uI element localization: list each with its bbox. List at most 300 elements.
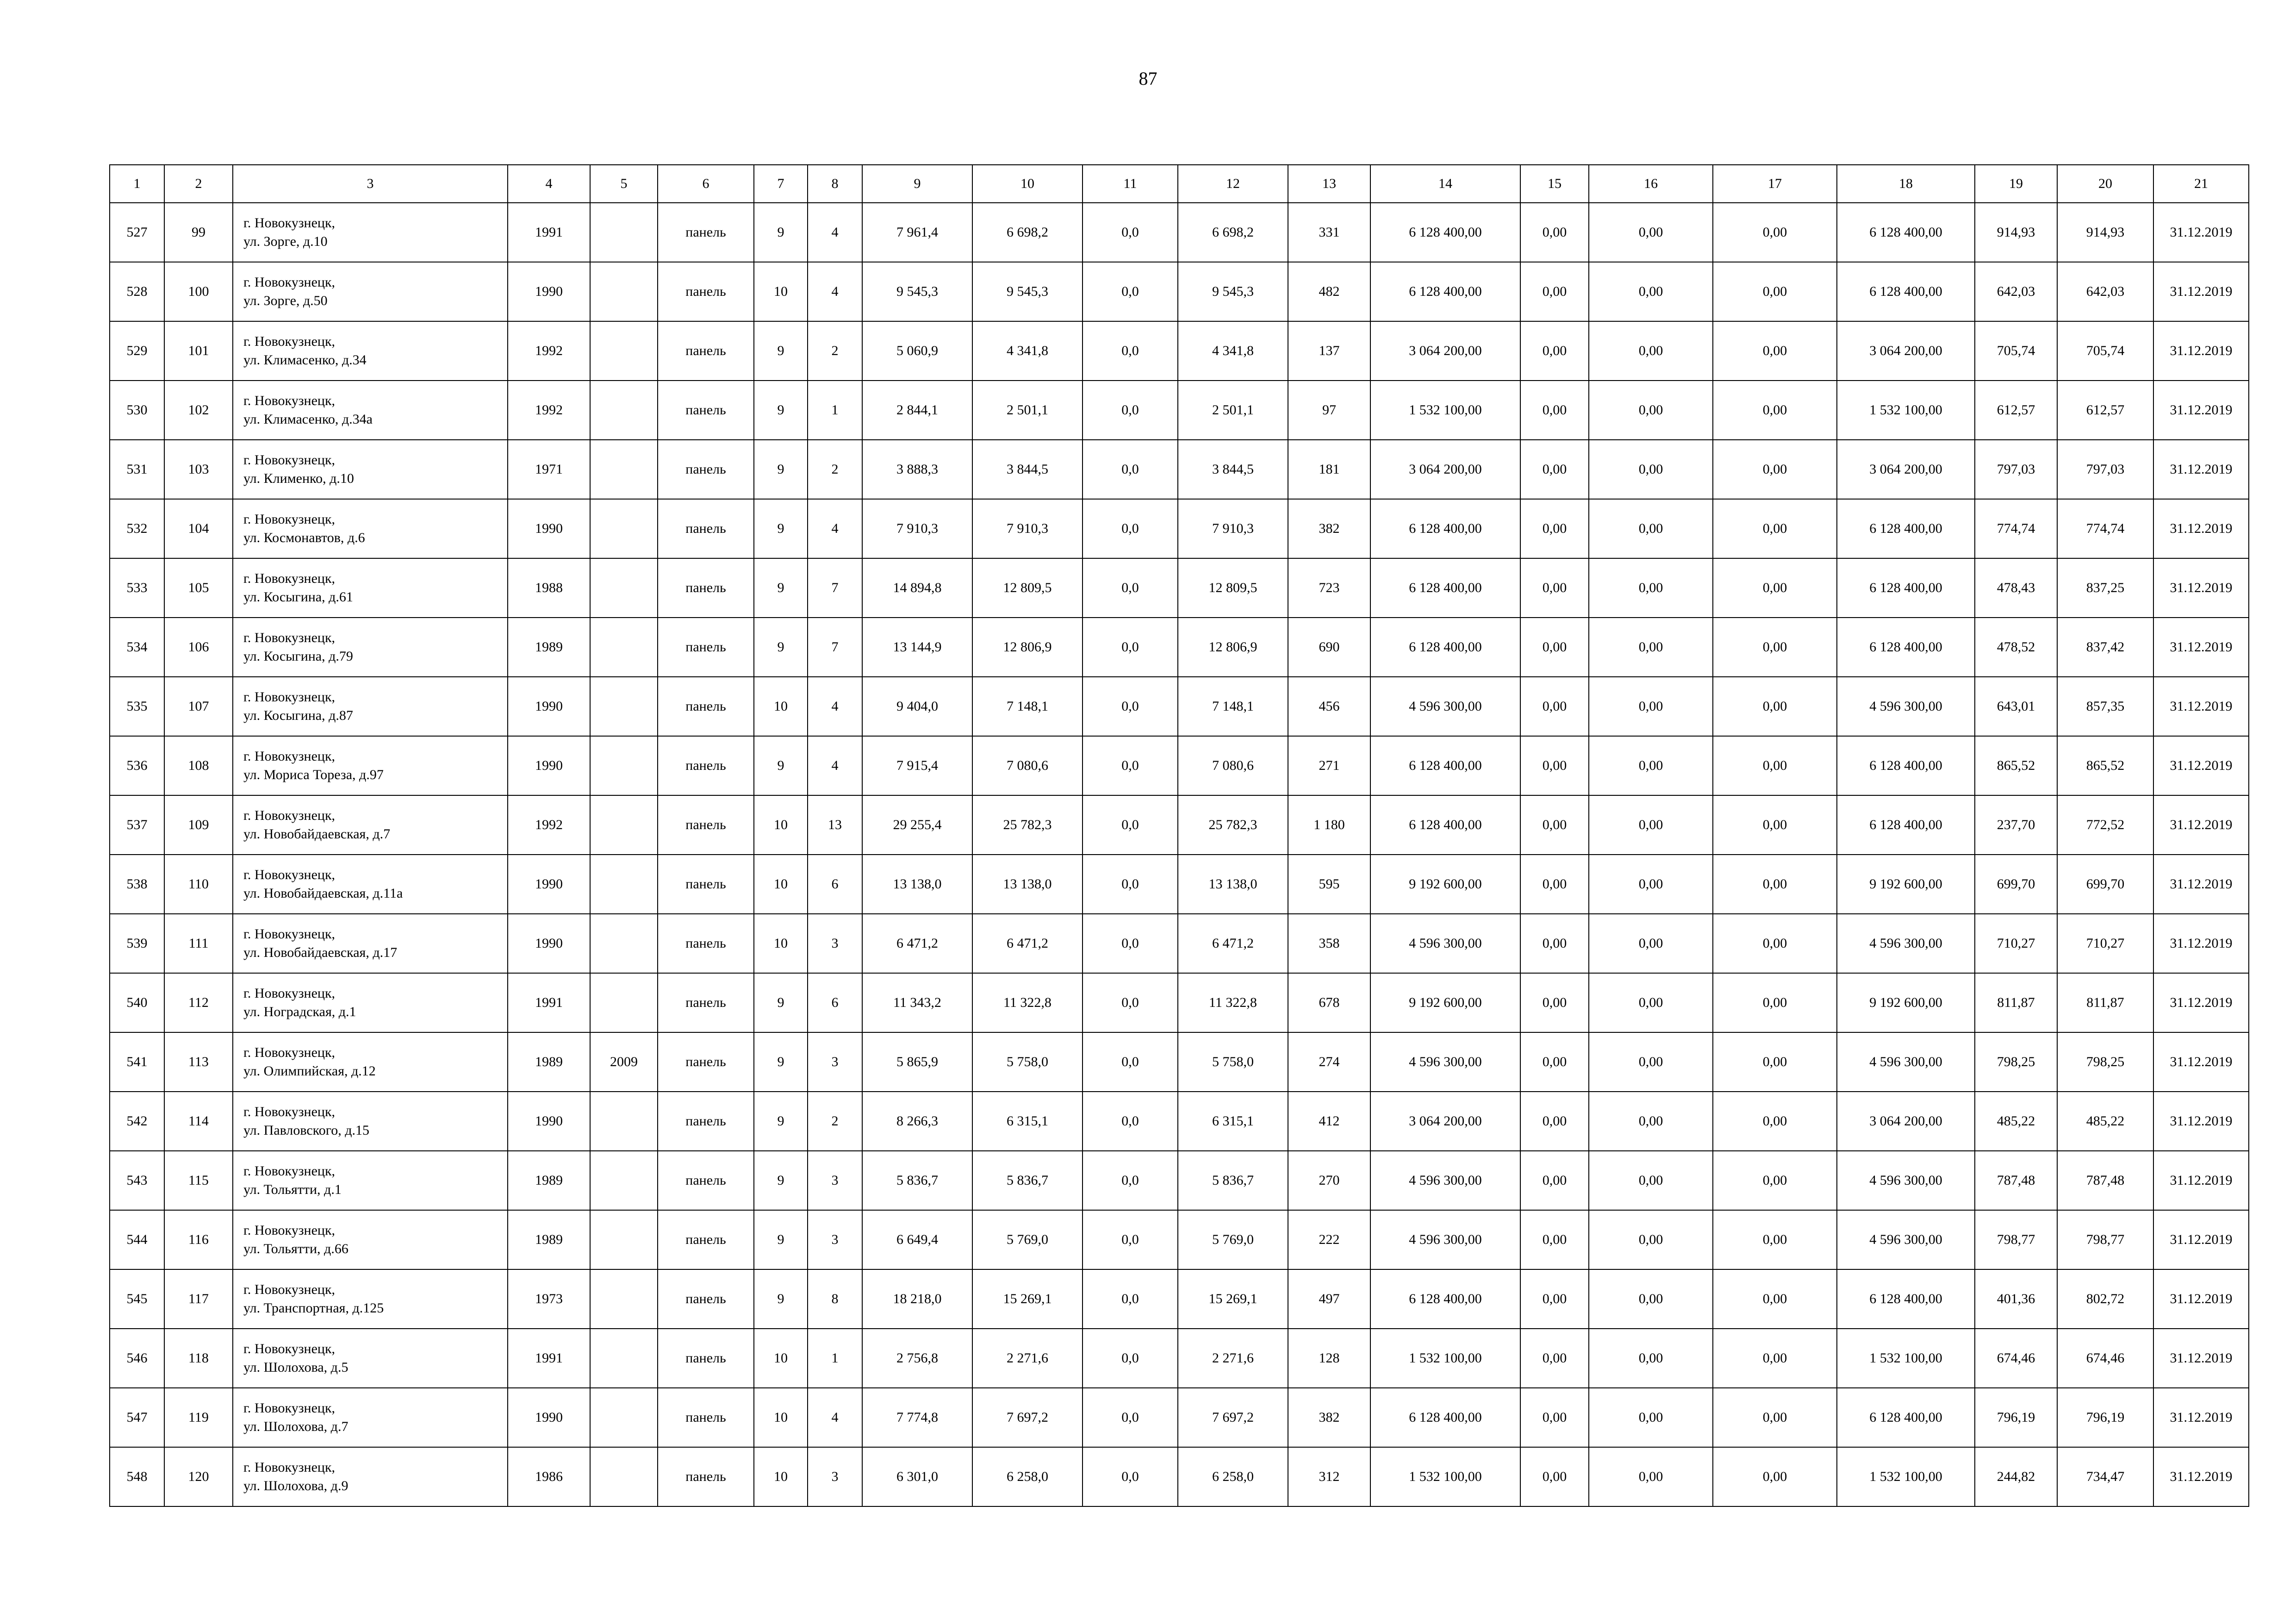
area-cell: 6 258,0	[1178, 1447, 1288, 1506]
budget-cost-cell: 0,00	[1589, 1388, 1713, 1447]
wall-material-cell: панель	[658, 499, 754, 558]
total-cost-cell: 6 128 400,00	[1370, 262, 1520, 321]
area-cell: 15 269,1	[1178, 1269, 1288, 1329]
other-cost-cell: 6 128 400,00	[1837, 1388, 1975, 1447]
owner-cost-cell: 0,00	[1713, 1032, 1837, 1092]
fund-cost-cell: 0,00	[1520, 262, 1589, 321]
floors-cell: 10	[754, 1329, 808, 1388]
max-unit-cost-cell: 798,77	[2057, 1210, 2153, 1269]
residential-area-cell: 2 271,6	[972, 1329, 1083, 1388]
budget-cost-cell: 0,00	[1589, 440, 1713, 499]
nonresidential-area-cell: 0,0	[1083, 558, 1178, 618]
local-number-cell: 117	[164, 1269, 233, 1329]
column-number-header: 1	[110, 165, 164, 203]
residential-area-cell: 7 148,1	[972, 677, 1083, 736]
residential-area-cell: 7 697,2	[972, 1388, 1083, 1447]
table-row	[110, 1329, 2249, 1388]
unit-cost-cell: 798,77	[1975, 1210, 2057, 1269]
floors-cell: 9	[754, 736, 808, 795]
floors-cell: 9	[754, 1092, 808, 1151]
address-city: г. Новокузнецк,	[243, 1400, 336, 1416]
row-number-cell: 547	[110, 1388, 164, 1447]
other-cost-cell: 4 596 300,00	[1837, 677, 1975, 736]
owner-cost-cell: 0,00	[1713, 1447, 1837, 1506]
residents-cell: 412	[1288, 1092, 1370, 1151]
address-street: ул. Новобайдаевская, д.17	[243, 945, 398, 960]
table-row	[110, 203, 2249, 262]
total-area-cell: 7 915,4	[862, 736, 972, 795]
local-number-cell: 102	[164, 381, 233, 440]
owner-cost-cell: 0,00	[1713, 914, 1837, 973]
residential-area-cell: 12 809,5	[972, 558, 1083, 618]
entrances-cell: 3	[808, 1210, 862, 1269]
total-cost-cell: 1 532 100,00	[1370, 1329, 1520, 1388]
budget-cost-cell: 0,00	[1589, 1329, 1713, 1388]
total-cost-cell: 4 596 300,00	[1370, 914, 1520, 973]
total-area-cell: 2 844,1	[862, 381, 972, 440]
unit-cost-cell: 237,70	[1975, 795, 2057, 855]
wall-material-cell: панель	[658, 855, 754, 914]
address-cell	[233, 262, 508, 321]
completion-date-cell: 31.12.2019	[2153, 1151, 2249, 1210]
table-row	[110, 1388, 2249, 1447]
unit-cost-cell: 478,52	[1975, 618, 2057, 677]
address-street: ул. Олимпийская, д.12	[243, 1063, 376, 1079]
owner-cost-cell: 0,00	[1713, 618, 1837, 677]
floors-cell: 9	[754, 321, 808, 381]
table-row	[110, 321, 2249, 381]
owner-cost-cell: 0,00	[1713, 795, 1837, 855]
area-cell: 5 836,7	[1178, 1151, 1288, 1210]
address-street: ул. Тольятти, д.1	[243, 1182, 342, 1197]
wall-material-cell: панель	[658, 1210, 754, 1269]
address-cell	[233, 558, 508, 618]
year-built-cell: 1990	[508, 262, 590, 321]
max-unit-cost-cell: 705,74	[2057, 321, 2153, 381]
budget-cost-cell: 0,00	[1589, 855, 1713, 914]
other-cost-cell: 1 532 100,00	[1837, 381, 1975, 440]
other-cost-cell: 1 532 100,00	[1837, 1329, 1975, 1388]
max-unit-cost-cell: 699,70	[2057, 855, 2153, 914]
address-cell	[233, 1329, 508, 1388]
floors-cell: 9	[754, 1269, 808, 1329]
unit-cost-cell: 796,19	[1975, 1388, 2057, 1447]
address-city: г. Новокузнецк,	[243, 630, 336, 645]
total-cost-cell: 3 064 200,00	[1370, 1092, 1520, 1151]
wall-material-cell: панель	[658, 1151, 754, 1210]
address-street: ул. Шолохова, д.7	[243, 1419, 348, 1434]
residential-area-cell: 12 806,9	[972, 618, 1083, 677]
total-area-cell: 7 910,3	[862, 499, 972, 558]
owner-cost-cell: 0,00	[1713, 1269, 1837, 1329]
completion-date-cell: 31.12.2019	[2153, 855, 2249, 914]
wall-material-cell: панель	[658, 262, 754, 321]
year-renovated-cell	[590, 1388, 658, 1447]
budget-cost-cell: 0,00	[1589, 558, 1713, 618]
year-built-cell: 1990	[508, 736, 590, 795]
floors-cell: 9	[754, 499, 808, 558]
area-cell: 6 315,1	[1178, 1092, 1288, 1151]
year-renovated-cell	[590, 855, 658, 914]
total-cost-cell: 6 128 400,00	[1370, 499, 1520, 558]
floors-cell: 9	[754, 1151, 808, 1210]
area-cell: 7 910,3	[1178, 499, 1288, 558]
year-built-cell: 1989	[508, 1151, 590, 1210]
table-row	[110, 1269, 2249, 1329]
total-area-cell: 6 301,0	[862, 1447, 972, 1506]
floors-cell: 9	[754, 618, 808, 677]
completion-date-cell: 31.12.2019	[2153, 914, 2249, 973]
row-number-cell: 529	[110, 321, 164, 381]
entrances-cell: 7	[808, 558, 862, 618]
floors-cell: 9	[754, 203, 808, 262]
address-city: г. Новокузнецк,	[243, 571, 336, 586]
area-cell: 13 138,0	[1178, 855, 1288, 914]
local-number-cell: 100	[164, 262, 233, 321]
year-renovated-cell	[590, 1092, 658, 1151]
row-number-cell: 544	[110, 1210, 164, 1269]
unit-cost-cell: 401,36	[1975, 1269, 2057, 1329]
year-renovated-cell: 2009	[590, 1032, 658, 1092]
total-cost-cell: 1 532 100,00	[1370, 381, 1520, 440]
nonresidential-area-cell: 0,0	[1083, 795, 1178, 855]
total-area-cell: 11 343,2	[862, 973, 972, 1032]
local-number-cell: 116	[164, 1210, 233, 1269]
completion-date-cell: 31.12.2019	[2153, 677, 2249, 736]
local-number-cell: 103	[164, 440, 233, 499]
address-city: г. Новокузнецк,	[243, 808, 336, 823]
residents-cell: 678	[1288, 973, 1370, 1032]
total-area-cell: 14 894,8	[862, 558, 972, 618]
address-city: г. Новокузнецк,	[243, 1104, 336, 1119]
address-cell	[233, 1210, 508, 1269]
other-cost-cell: 4 596 300,00	[1837, 1151, 1975, 1210]
max-unit-cost-cell: 857,35	[2057, 677, 2153, 736]
address-street: ул. Климасенко, д.34	[243, 352, 367, 368]
column-number-header: 19	[1975, 165, 2057, 203]
table-row	[110, 440, 2249, 499]
total-cost-cell: 1 532 100,00	[1370, 1447, 1520, 1506]
address-street: ул. Новобайдаевская, д.7	[243, 826, 391, 842]
completion-date-cell: 31.12.2019	[2153, 618, 2249, 677]
other-cost-cell: 9 192 600,00	[1837, 973, 1975, 1032]
entrances-cell: 2	[808, 440, 862, 499]
floors-cell: 9	[754, 1210, 808, 1269]
completion-date-cell: 31.12.2019	[2153, 203, 2249, 262]
residential-area-cell: 4 341,8	[972, 321, 1083, 381]
address-cell	[233, 321, 508, 381]
nonresidential-area-cell: 0,0	[1083, 262, 1178, 321]
table-row	[110, 855, 2249, 914]
area-cell: 11 322,8	[1178, 973, 1288, 1032]
residents-cell: 274	[1288, 1032, 1370, 1092]
local-number-cell: 111	[164, 914, 233, 973]
nonresidential-area-cell: 0,0	[1083, 1092, 1178, 1151]
nonresidential-area-cell: 0,0	[1083, 618, 1178, 677]
nonresidential-area-cell: 0,0	[1083, 855, 1178, 914]
year-renovated-cell	[590, 795, 658, 855]
residential-area-cell: 15 269,1	[972, 1269, 1083, 1329]
year-built-cell: 1990	[508, 677, 590, 736]
residents-cell: 1 180	[1288, 795, 1370, 855]
max-unit-cost-cell: 914,93	[2057, 203, 2153, 262]
residents-cell: 97	[1288, 381, 1370, 440]
total-cost-cell: 4 596 300,00	[1370, 1210, 1520, 1269]
address-cell	[233, 736, 508, 795]
housing-registry-table	[109, 164, 2249, 1507]
nonresidential-area-cell: 0,0	[1083, 1151, 1178, 1210]
address-city: г. Новокузнецк,	[243, 689, 336, 705]
residents-cell: 358	[1288, 914, 1370, 973]
address-street: ул. Космонавтов, д.6	[243, 530, 365, 545]
budget-cost-cell: 0,00	[1589, 499, 1713, 558]
total-area-cell: 5 865,9	[862, 1032, 972, 1092]
owner-cost-cell: 0,00	[1713, 321, 1837, 381]
owner-cost-cell: 0,00	[1713, 677, 1837, 736]
budget-cost-cell: 0,00	[1589, 1447, 1713, 1506]
column-number-header: 2	[164, 165, 233, 203]
nonresidential-area-cell: 0,0	[1083, 677, 1178, 736]
area-cell: 7 697,2	[1178, 1388, 1288, 1447]
local-number-cell: 107	[164, 677, 233, 736]
floors-cell: 10	[754, 262, 808, 321]
residents-cell: 331	[1288, 203, 1370, 262]
area-cell: 12 809,5	[1178, 558, 1288, 618]
residential-area-cell: 11 322,8	[972, 973, 1083, 1032]
residents-cell: 456	[1288, 677, 1370, 736]
residential-area-cell: 6 315,1	[972, 1092, 1083, 1151]
year-built-cell: 1988	[508, 558, 590, 618]
table-row	[110, 1447, 2249, 1506]
max-unit-cost-cell: 796,19	[2057, 1388, 2153, 1447]
area-cell: 9 545,3	[1178, 262, 1288, 321]
unit-cost-cell: 643,01	[1975, 677, 2057, 736]
residential-area-cell: 5 769,0	[972, 1210, 1083, 1269]
local-number-cell: 106	[164, 618, 233, 677]
owner-cost-cell: 0,00	[1713, 1329, 1837, 1388]
table-body	[110, 203, 2249, 1506]
row-number-cell: 535	[110, 677, 164, 736]
address-cell	[233, 618, 508, 677]
table-row	[110, 1032, 2249, 1092]
area-cell: 5 758,0	[1178, 1032, 1288, 1092]
year-renovated-cell	[590, 1269, 658, 1329]
owner-cost-cell: 0,00	[1713, 1092, 1837, 1151]
nonresidential-area-cell: 0,0	[1083, 973, 1178, 1032]
row-number-cell: 530	[110, 381, 164, 440]
budget-cost-cell: 0,00	[1589, 795, 1713, 855]
year-renovated-cell	[590, 440, 658, 499]
address-street: ул. Шолохова, д.5	[243, 1360, 348, 1375]
column-number-header: 5	[590, 165, 658, 203]
other-cost-cell: 9 192 600,00	[1837, 855, 1975, 914]
owner-cost-cell: 0,00	[1713, 381, 1837, 440]
nonresidential-area-cell: 0,0	[1083, 499, 1178, 558]
other-cost-cell: 6 128 400,00	[1837, 618, 1975, 677]
entrances-cell: 1	[808, 381, 862, 440]
wall-material-cell: панель	[658, 677, 754, 736]
address-street: ул. Косыгина, д.61	[243, 589, 353, 605]
residents-cell: 271	[1288, 736, 1370, 795]
budget-cost-cell: 0,00	[1589, 1151, 1713, 1210]
nonresidential-area-cell: 0,0	[1083, 381, 1178, 440]
floors-cell: 10	[754, 914, 808, 973]
area-cell: 7 148,1	[1178, 677, 1288, 736]
nonresidential-area-cell: 0,0	[1083, 203, 1178, 262]
wall-material-cell: панель	[658, 1329, 754, 1388]
other-cost-cell: 4 596 300,00	[1837, 1210, 1975, 1269]
row-number-cell: 528	[110, 262, 164, 321]
wall-material-cell: панель	[658, 914, 754, 973]
max-unit-cost-cell: 787,48	[2057, 1151, 2153, 1210]
local-number-cell: 101	[164, 321, 233, 381]
other-cost-cell: 4 596 300,00	[1837, 1032, 1975, 1092]
fund-cost-cell: 0,00	[1520, 499, 1589, 558]
fund-cost-cell: 0,00	[1520, 1151, 1589, 1210]
other-cost-cell: 4 596 300,00	[1837, 914, 1975, 973]
budget-cost-cell: 0,00	[1589, 914, 1713, 973]
total-area-cell: 13 144,9	[862, 618, 972, 677]
total-area-cell: 29 255,4	[862, 795, 972, 855]
year-renovated-cell	[590, 203, 658, 262]
local-number-cell: 119	[164, 1388, 233, 1447]
entrances-cell: 2	[808, 1092, 862, 1151]
owner-cost-cell: 0,00	[1713, 1388, 1837, 1447]
completion-date-cell: 31.12.2019	[2153, 1092, 2249, 1151]
total-cost-cell: 9 192 600,00	[1370, 973, 1520, 1032]
address-city: г. Новокузнецк,	[243, 1341, 336, 1356]
table-row	[110, 262, 2249, 321]
row-number-cell: 541	[110, 1032, 164, 1092]
address-street: ул. Косыгина, д.87	[243, 708, 353, 723]
max-unit-cost-cell: 811,87	[2057, 973, 2153, 1032]
unit-cost-cell: 478,43	[1975, 558, 2057, 618]
column-number-row	[110, 165, 2249, 203]
budget-cost-cell: 0,00	[1589, 1210, 1713, 1269]
address-street: ул. Мориса Тореза, д.97	[243, 767, 384, 782]
completion-date-cell: 31.12.2019	[2153, 499, 2249, 558]
total-area-cell: 7 774,8	[862, 1388, 972, 1447]
entrances-cell: 4	[808, 499, 862, 558]
table-row	[110, 973, 2249, 1032]
fund-cost-cell: 0,00	[1520, 855, 1589, 914]
fund-cost-cell: 0,00	[1520, 1032, 1589, 1092]
nonresidential-area-cell: 0,0	[1083, 1329, 1178, 1388]
floors-cell: 10	[754, 677, 808, 736]
residential-area-cell: 5 836,7	[972, 1151, 1083, 1210]
wall-material-cell: панель	[658, 1388, 754, 1447]
local-number-cell: 99	[164, 203, 233, 262]
other-cost-cell: 3 064 200,00	[1837, 440, 1975, 499]
table-row	[110, 618, 2249, 677]
floors-cell: 10	[754, 855, 808, 914]
residential-area-cell: 3 844,5	[972, 440, 1083, 499]
wall-material-cell: панель	[658, 321, 754, 381]
address-cell	[233, 1151, 508, 1210]
completion-date-cell: 31.12.2019	[2153, 1388, 2249, 1447]
row-number-cell: 536	[110, 736, 164, 795]
column-number-header: 18	[1837, 165, 1975, 203]
residents-cell: 723	[1288, 558, 1370, 618]
year-renovated-cell	[590, 973, 658, 1032]
year-built-cell: 1989	[508, 1032, 590, 1092]
entrances-cell: 4	[808, 262, 862, 321]
completion-date-cell: 31.12.2019	[2153, 440, 2249, 499]
max-unit-cost-cell: 837,25	[2057, 558, 2153, 618]
fund-cost-cell: 0,00	[1520, 558, 1589, 618]
address-city: г. Новокузнецк,	[243, 1045, 336, 1060]
address-street: ул. Косыгина, д.79	[243, 649, 353, 664]
year-renovated-cell	[590, 736, 658, 795]
wall-material-cell: панель	[658, 440, 754, 499]
year-renovated-cell	[590, 558, 658, 618]
year-renovated-cell	[590, 381, 658, 440]
total-cost-cell: 6 128 400,00	[1370, 203, 1520, 262]
owner-cost-cell: 0,00	[1713, 973, 1837, 1032]
fund-cost-cell: 0,00	[1520, 381, 1589, 440]
floors-cell: 9	[754, 381, 808, 440]
residents-cell: 222	[1288, 1210, 1370, 1269]
address-cell	[233, 499, 508, 558]
column-number-header: 7	[754, 165, 808, 203]
year-renovated-cell	[590, 618, 658, 677]
owner-cost-cell: 0,00	[1713, 203, 1837, 262]
completion-date-cell: 31.12.2019	[2153, 321, 2249, 381]
fund-cost-cell: 0,00	[1520, 203, 1589, 262]
owner-cost-cell: 0,00	[1713, 736, 1837, 795]
other-cost-cell: 6 128 400,00	[1837, 795, 1975, 855]
nonresidential-area-cell: 0,0	[1083, 1388, 1178, 1447]
row-number-cell: 548	[110, 1447, 164, 1506]
residents-cell: 137	[1288, 321, 1370, 381]
fund-cost-cell: 0,00	[1520, 677, 1589, 736]
unit-cost-cell: 914,93	[1975, 203, 2057, 262]
year-built-cell: 1989	[508, 1210, 590, 1269]
fund-cost-cell: 0,00	[1520, 795, 1589, 855]
address-city: г. Новокузнецк,	[243, 452, 336, 468]
local-number-cell: 105	[164, 558, 233, 618]
table-row	[110, 499, 2249, 558]
wall-material-cell: панель	[658, 381, 754, 440]
year-renovated-cell	[590, 321, 658, 381]
year-built-cell: 1992	[508, 795, 590, 855]
address-street: ул. Климасенко, д.34а	[243, 412, 373, 427]
owner-cost-cell: 0,00	[1713, 1151, 1837, 1210]
residential-area-cell: 9 545,3	[972, 262, 1083, 321]
total-area-cell: 9 545,3	[862, 262, 972, 321]
other-cost-cell: 3 064 200,00	[1837, 321, 1975, 381]
max-unit-cost-cell: 774,74	[2057, 499, 2153, 558]
column-number-header: 16	[1589, 165, 1713, 203]
max-unit-cost-cell: 837,42	[2057, 618, 2153, 677]
total-area-cell: 8 266,3	[862, 1092, 972, 1151]
unit-cost-cell: 705,74	[1975, 321, 2057, 381]
wall-material-cell: панель	[658, 618, 754, 677]
row-number-cell: 545	[110, 1269, 164, 1329]
year-built-cell: 1990	[508, 499, 590, 558]
column-number-header: 8	[808, 165, 862, 203]
nonresidential-area-cell: 0,0	[1083, 914, 1178, 973]
year-built-cell: 1992	[508, 321, 590, 381]
local-number-cell: 120	[164, 1447, 233, 1506]
column-number-header: 14	[1370, 165, 1520, 203]
total-cost-cell: 6 128 400,00	[1370, 795, 1520, 855]
address-street: ул. Зорге, д.50	[243, 293, 328, 308]
address-street: ул. Ноградская, д.1	[243, 1004, 356, 1019]
address-city: г. Новокузнецк,	[243, 749, 336, 764]
fund-cost-cell: 0,00	[1520, 618, 1589, 677]
table-row	[110, 558, 2249, 618]
